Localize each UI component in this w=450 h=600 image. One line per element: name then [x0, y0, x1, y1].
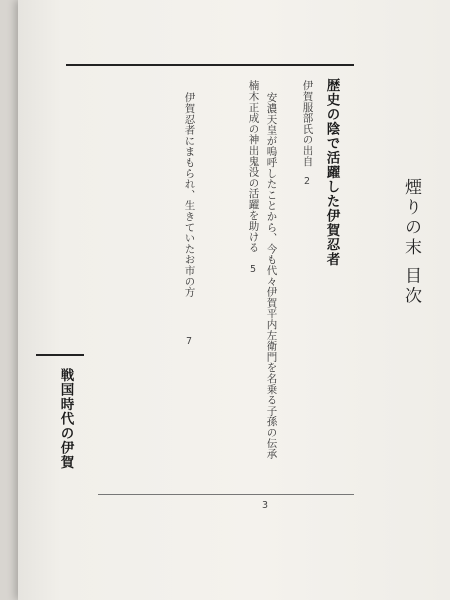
book-page [18, 0, 450, 600]
toc-entry-4: 伊賀忍者にまもられ、生きていたお市の方 [183, 92, 196, 298]
toc-entry-1-page: 2 [304, 176, 311, 187]
section2-heading: 戦国時代の伊賀 [57, 368, 74, 470]
toc-entry-2-page: 3 [262, 500, 269, 511]
section1-bottom-rule [98, 494, 354, 495]
section1-top-rule [66, 64, 354, 66]
toc-entry-4-page: 7 [186, 336, 193, 347]
section2-top-rule [36, 354, 84, 356]
book-title: 煙りの末 目次 [401, 178, 421, 307]
toc-entry-1: 伊賀服部氏の出自 [301, 80, 314, 167]
section1-heading: 歴史の陰で活躍した伊賀忍者 [323, 78, 340, 267]
toc-entry-3-page: 5 [250, 264, 257, 275]
toc-entry-3: 楠木正成の神出鬼没の活躍を助ける [247, 80, 260, 253]
toc-entry-2: 安濃天皇が嗚呼したことから、今も代々伊賀平内左衛門を名乗る子孫の伝承 [265, 92, 278, 460]
